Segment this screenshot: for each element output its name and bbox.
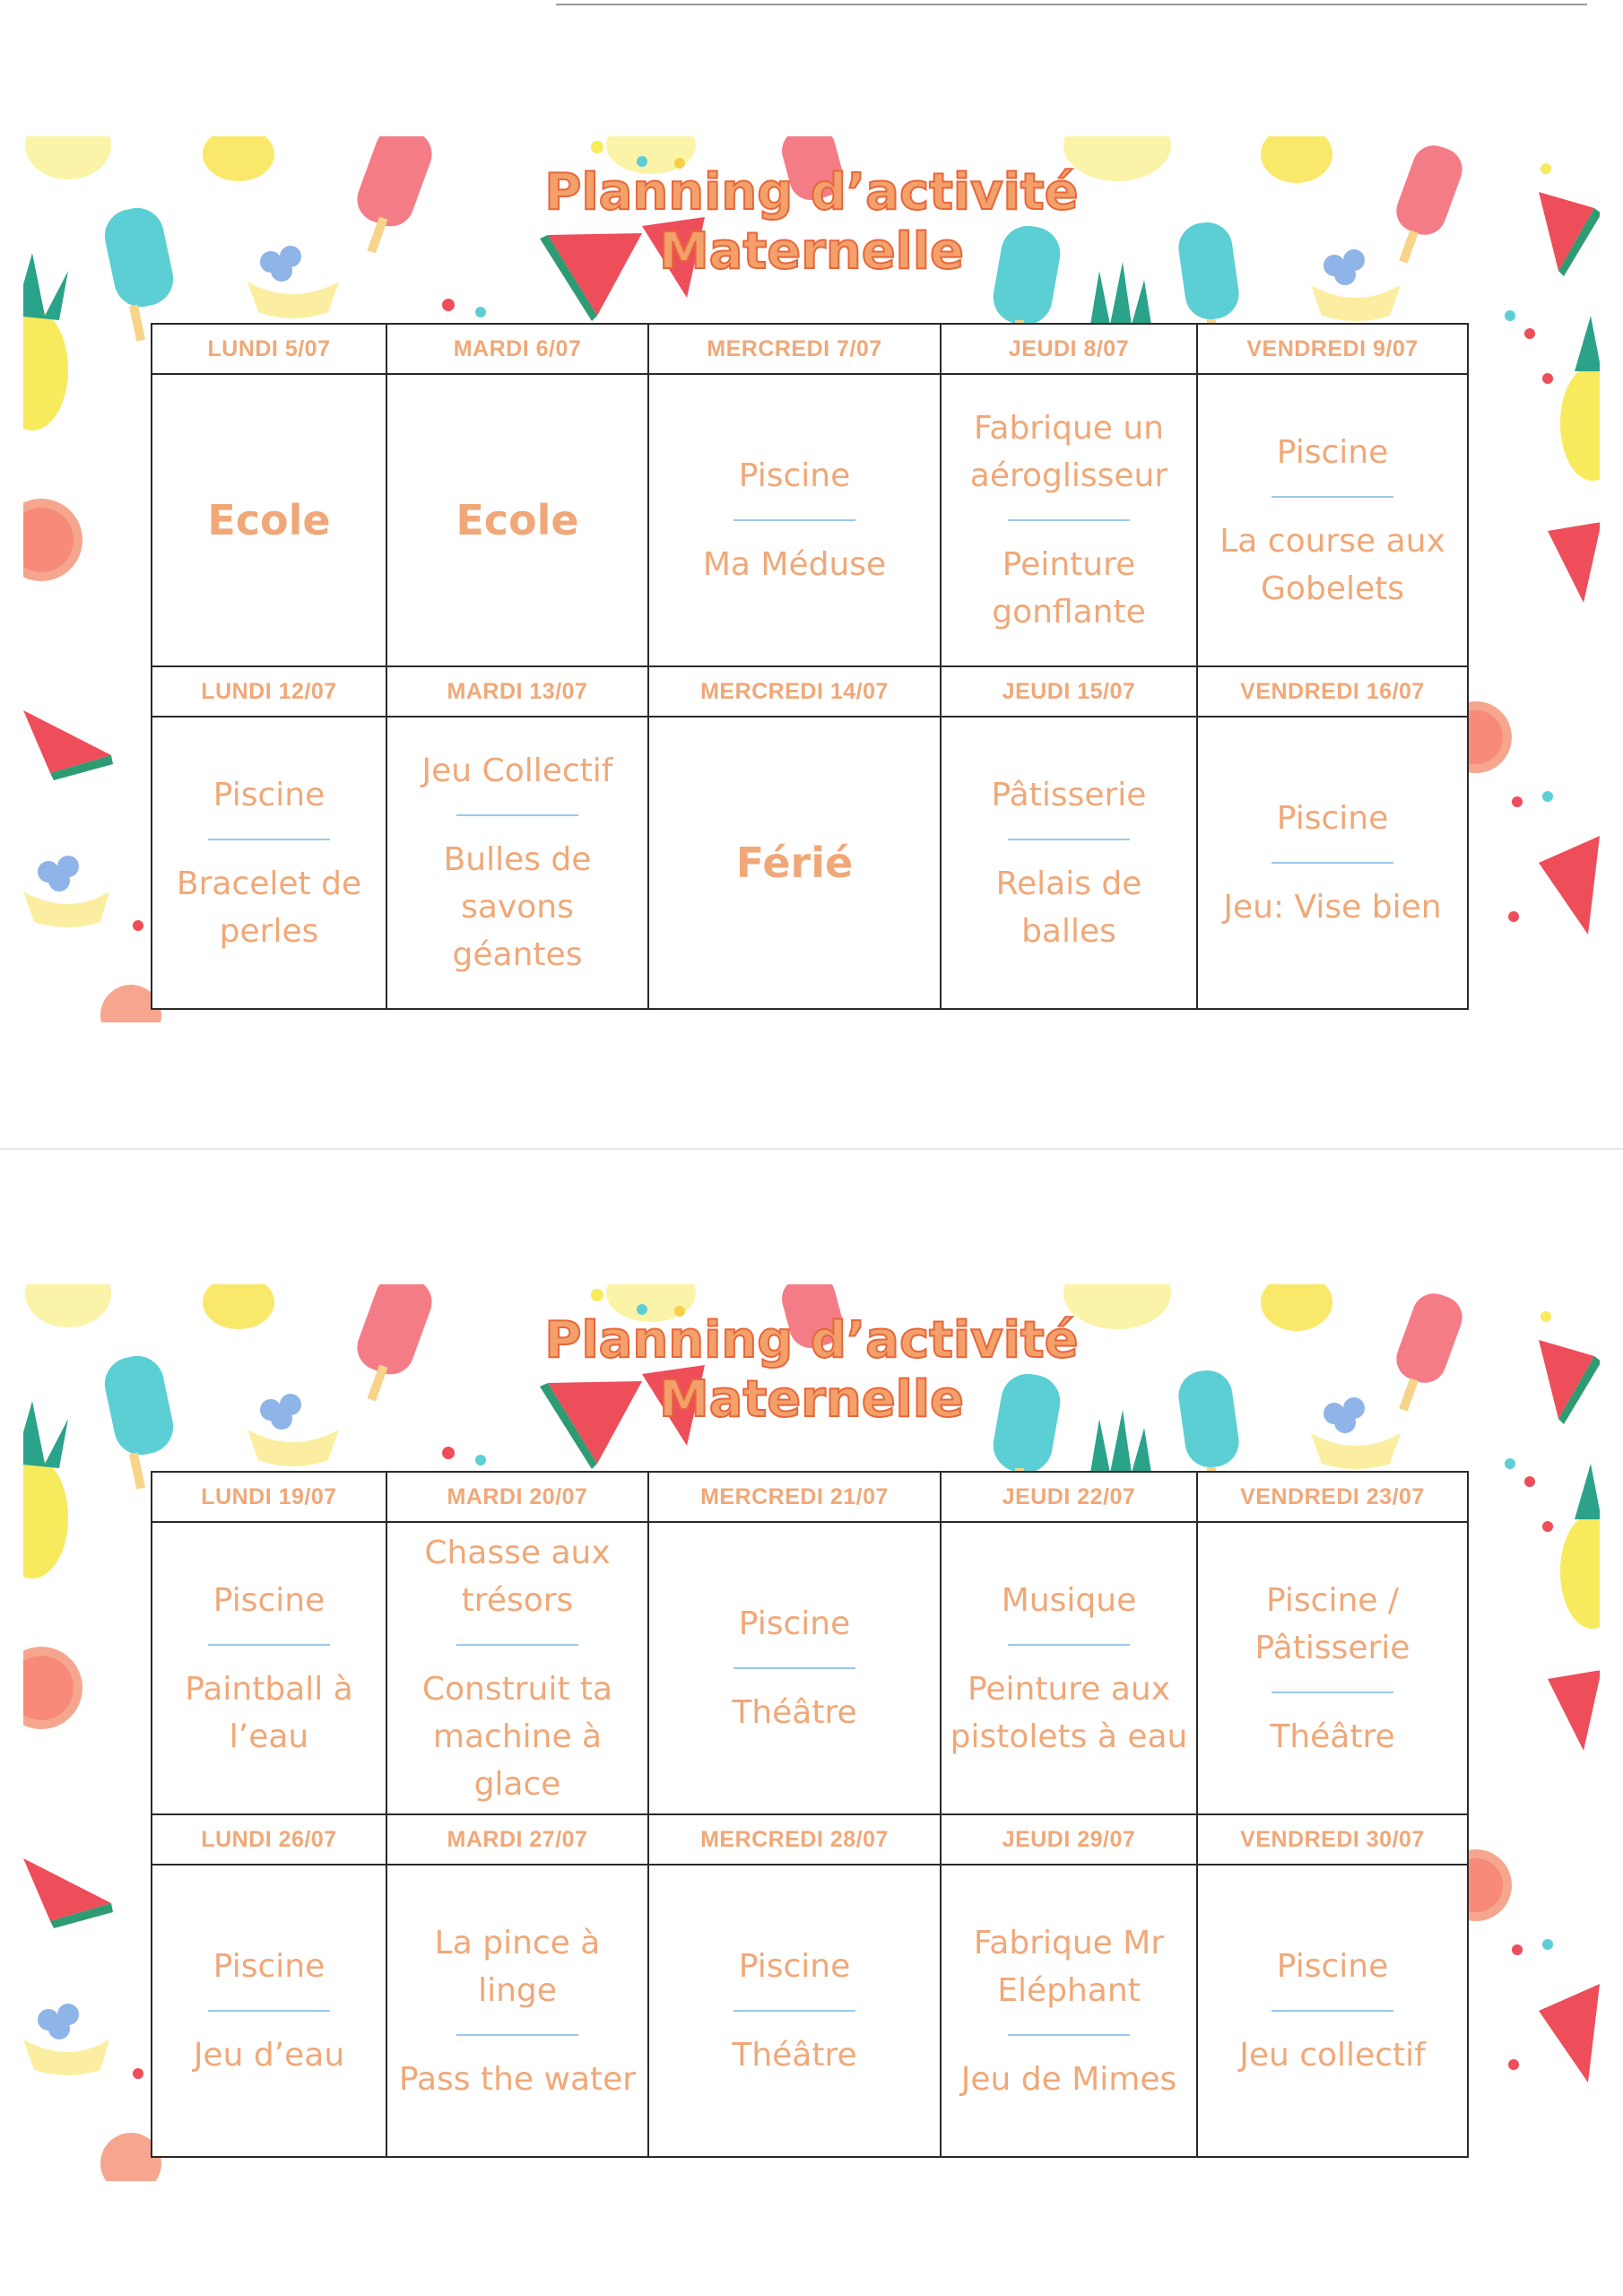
day-cell	[941, 1865, 1197, 2157]
sheet-2-title	[23, 1311, 1600, 1430]
morning-activity: Piscine	[1276, 1948, 1389, 1985]
morning-activity: La pince à linge	[434, 1924, 601, 2009]
watermelon-slice-icon	[1548, 522, 1600, 603]
watermelon-slice-icon	[23, 710, 113, 780]
activity-row	[152, 1865, 1468, 2157]
activity-separator	[1008, 1644, 1130, 1646]
day-cell	[1197, 1865, 1468, 2157]
title-line-1: Planning d’activité	[544, 1311, 1079, 1370]
afternoon-activity: Construit ta machine à glace	[421, 1670, 613, 1803]
day-header: VENDREDI 30/07	[1197, 1814, 1468, 1865]
confetti-dot	[1505, 310, 1515, 321]
day-cell	[152, 717, 386, 1009]
confetti-dot	[591, 141, 603, 153]
activity-separator	[1271, 2010, 1393, 2012]
activity-separator	[208, 2010, 330, 2012]
confetti-dot	[442, 299, 455, 311]
afternoon-activity: Peinture aux pistolets à eau	[950, 1670, 1188, 1755]
morning-activity: Fabrique un aéroglisseur	[969, 410, 1168, 494]
scan-edge-line	[556, 4, 1587, 5]
afternoon-activity: Relais de balles	[995, 865, 1142, 950]
confetti-dot	[133, 920, 143, 931]
header-row	[152, 666, 1468, 717]
activity-separator	[1008, 519, 1130, 521]
confetti-dot	[1508, 2059, 1519, 2070]
day-header: JEUDI 22/07	[941, 1472, 1197, 1522]
blueberry-cupcake-icon	[23, 2004, 109, 2075]
confetti-dot	[1542, 1939, 1553, 1950]
day-cell	[648, 717, 941, 1009]
confetti-dot	[475, 1455, 486, 1465]
afternoon-activity: Bracelet de perles	[176, 865, 362, 950]
day-cell	[152, 1865, 386, 2157]
confetti-dot	[1508, 911, 1519, 922]
afternoon-activity: Ma Méduse	[702, 546, 887, 583]
day-cell	[386, 374, 648, 666]
watermelon-slice-icon	[1539, 836, 1600, 935]
confetti-dot	[1542, 1521, 1553, 1532]
morning-activity: Piscine / Pâtisserie	[1254, 1581, 1410, 1666]
confetti-dot	[133, 2068, 143, 2079]
morning-activity: Pâtisserie	[991, 776, 1147, 813]
watermelon-slice-icon	[1548, 1670, 1600, 1751]
page-divider	[0, 1148, 1623, 1150]
afternoon-activity: Peinture gonflante	[992, 546, 1146, 631]
afternoon-activity: Paintball à l’eau	[185, 1670, 353, 1755]
day-header: VENDREDI 9/07	[1197, 324, 1468, 374]
grapefruit-slice-icon	[23, 499, 82, 581]
header-row	[152, 324, 1468, 374]
confetti-dot	[1512, 796, 1523, 807]
activity-separator	[733, 2010, 855, 2012]
day-header: VENDREDI 23/07	[1197, 1472, 1468, 1522]
day-header: MERCREDI 21/07	[648, 1472, 941, 1522]
planning-sheet-1	[23, 136, 1600, 1033]
day-header: LUNDI 5/07	[152, 324, 386, 374]
afternoon-activity: Jeu d’eau	[193, 2037, 345, 2074]
morning-activity: Piscine	[213, 1581, 325, 1619]
blueberry-cupcake-icon	[23, 856, 109, 927]
activity-separator	[208, 1644, 330, 1646]
confetti-dot	[1505, 1458, 1515, 1469]
confetti-dot	[442, 1447, 455, 1459]
day-cell	[941, 1522, 1197, 1814]
title-line-2: Maternelle	[658, 222, 965, 281]
afternoon-activity: Jeu collectif	[1239, 2037, 1426, 2074]
confetti-dot	[1542, 791, 1553, 802]
day-header: VENDREDI 16/07	[1197, 666, 1468, 717]
day-cell	[386, 1865, 648, 2157]
pineapple-icon	[1560, 316, 1600, 481]
day-cell	[1197, 374, 1468, 666]
day-header: LUNDI 19/07	[152, 1472, 386, 1522]
day-cell	[386, 1522, 648, 1814]
afternoon-activity: Jeu de Mimes	[960, 2060, 1177, 2098]
activity-separator	[456, 2034, 578, 2036]
morning-activity: Jeu Collectif	[421, 752, 613, 789]
afternoon-activity: Jeu: Vise bien	[1223, 889, 1442, 926]
planning-sheet-2	[23, 1284, 1600, 2181]
day-header: MARDI 20/07	[386, 1472, 648, 1522]
day-header: JEUDI 15/07	[941, 666, 1197, 717]
morning-activity: Piscine	[738, 457, 851, 494]
morning-activity: Piscine	[213, 1948, 325, 1985]
grapefruit-slice-icon	[23, 1647, 82, 1729]
activity-separator	[1271, 862, 1393, 864]
watermelon-slice-icon	[23, 1858, 113, 1928]
morning-activity: Fabrique Mr Eléphant	[973, 1924, 1165, 2009]
activity-separator	[1271, 496, 1393, 498]
schedule-table-2	[151, 1471, 1469, 2158]
day-cell	[152, 374, 386, 666]
afternoon-activity: La course aux Gobelets	[1219, 522, 1445, 607]
activity-separator	[1008, 839, 1130, 840]
activity-separator	[1271, 1692, 1393, 1693]
confetti-dot	[1512, 1944, 1523, 1955]
big-label: Ecole	[456, 495, 579, 544]
title-line-1: Planning d’activité	[544, 163, 1079, 222]
day-header: JEUDI 8/07	[941, 324, 1197, 374]
activity-row	[152, 717, 1468, 1009]
day-header: MERCREDI 7/07	[648, 324, 941, 374]
afternoon-activity: Bulles de savons géantes	[443, 841, 592, 973]
day-header: MARDI 13/07	[386, 666, 648, 717]
morning-activity: Piscine	[213, 776, 325, 813]
morning-activity: Piscine	[1276, 433, 1389, 471]
morning-activity: Chasse aux trésors	[424, 1534, 611, 1619]
afternoon-activity: Pass the water	[398, 2060, 637, 2098]
activity-separator	[208, 839, 330, 840]
morning-activity: Piscine	[738, 1605, 851, 1642]
pineapple-icon	[1560, 1464, 1600, 1629]
afternoon-activity: Théâtre	[732, 2037, 857, 2074]
confetti-dot	[1524, 1476, 1535, 1487]
day-cell	[941, 374, 1197, 666]
activity-row	[152, 374, 1468, 666]
watermelon-slice-icon	[1539, 1984, 1600, 2083]
day-cell	[941, 717, 1197, 1009]
confetti-dot	[591, 1289, 603, 1301]
big-label: Férié	[735, 838, 854, 887]
afternoon-activity: Théâtre	[1270, 1718, 1395, 1755]
sheet-1-title	[23, 163, 1600, 282]
header-row	[152, 1472, 1468, 1522]
activity-separator	[733, 519, 855, 521]
activity-separator	[456, 1644, 578, 1646]
header-row	[152, 1814, 1468, 1865]
scan-bottom-band	[23, 1022, 1600, 1033]
morning-activity: Piscine	[738, 1948, 851, 1985]
day-cell	[1197, 717, 1468, 1009]
activity-separator	[456, 814, 578, 816]
day-header: LUNDI 12/07	[152, 666, 386, 717]
day-header: MARDI 27/07	[386, 1814, 648, 1865]
day-header: MERCREDI 14/07	[648, 666, 941, 717]
day-header: MERCREDI 28/07	[648, 1814, 941, 1865]
afternoon-activity: Théâtre	[732, 1694, 857, 1731]
confetti-dot	[1542, 373, 1553, 384]
day-header: JEUDI 29/07	[941, 1814, 1197, 1865]
day-cell	[648, 1865, 941, 2157]
day-header: LUNDI 26/07	[152, 1814, 386, 1865]
activity-separator	[733, 1667, 855, 1669]
morning-activity: Musique	[1001, 1581, 1137, 1619]
day-cell	[152, 1522, 386, 1814]
title-line-2: Maternelle	[658, 1370, 965, 1429]
big-label: Ecole	[207, 495, 331, 544]
confetti-dot	[1524, 328, 1535, 339]
activity-row	[152, 1522, 1468, 1814]
schedule-table-1	[151, 323, 1469, 1010]
morning-activity: Piscine	[1276, 800, 1389, 837]
confetti-dot	[475, 307, 486, 317]
day-cell	[648, 374, 941, 666]
day-cell	[386, 717, 648, 1009]
day-cell	[648, 1522, 941, 1814]
day-header: MARDI 6/07	[386, 324, 648, 374]
activity-separator	[1008, 2034, 1130, 2036]
day-cell	[1197, 1522, 1468, 1814]
